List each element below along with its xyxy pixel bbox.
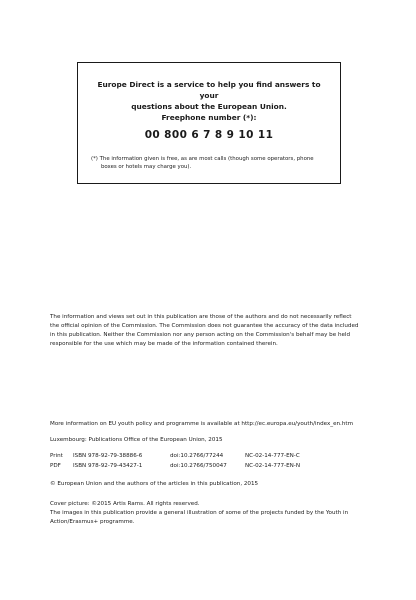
lead-line: questions about the European Union. xyxy=(131,102,287,111)
europe-direct-lead xyxy=(78,79,340,112)
disclaimer-line: the official opinion of the Commission. The Commission does not guarantee the accuracy of the data included xyxy=(50,323,359,329)
note-line: boxes or hotels may charge you). xyxy=(101,164,192,170)
freephone-number: 00 800 6 7 8 9 10 11 xyxy=(144,129,274,141)
publisher-line: Luxembourg: Publications Office of the European Union, 2015 xyxy=(50,437,223,443)
edition-isbn: ISBN 978-92-79-38886-6 xyxy=(73,453,143,459)
edition-isbn: ISBN 978-92-79-43427-1 xyxy=(73,463,143,469)
cover-line: The images in this publication provide a general illustration of some of the projects funded by the Youth in xyxy=(50,510,349,516)
edition-doi: doi:10.2766/77244 xyxy=(170,453,224,459)
disclaimer-line: responsible for the use which may be made of the information contained therein. xyxy=(50,341,278,347)
edition-catalogue: NC-02-14-777-EN-C xyxy=(245,453,300,459)
freephone-label: Freephone number (*): xyxy=(161,113,257,122)
edition-format: PDF xyxy=(50,463,61,469)
more-info-line: More information on EU youth policy and programme is available at http://ec.europa.eu/youth/index_en.htm xyxy=(50,421,354,427)
europe-direct-box xyxy=(77,62,341,184)
note-line: (*) The information given is free, as are most calls (though some operators, phone xyxy=(91,156,314,162)
edition-catalogue: NC-02-14-777-EN-N xyxy=(245,463,300,469)
disclaimer-paragraph xyxy=(50,313,390,349)
disclaimer-line: The information and views set out in this publication are those of the authors and do not necessarily reflect xyxy=(50,314,352,320)
disclaimer-line: in this publication. Neither the Commission nor any person acting on the Commission's behalf may be held xyxy=(50,332,351,338)
copyright-line: © European Union and the authors of the articles in this publication, 2015 xyxy=(50,481,259,487)
lead-line: Europe Direct is a service to help you find answers to your xyxy=(97,80,321,100)
edition-format: Print xyxy=(50,453,63,459)
cover-line: Action/Erasmus+ programme. xyxy=(50,519,135,525)
freephone-note xyxy=(91,155,328,171)
cover-credits xyxy=(50,500,390,527)
cover-line: Cover picture: ©2015 Artis Rams. All rights reserved. xyxy=(50,501,200,507)
edition-doi: doi:10.2766/750047 xyxy=(170,463,227,469)
